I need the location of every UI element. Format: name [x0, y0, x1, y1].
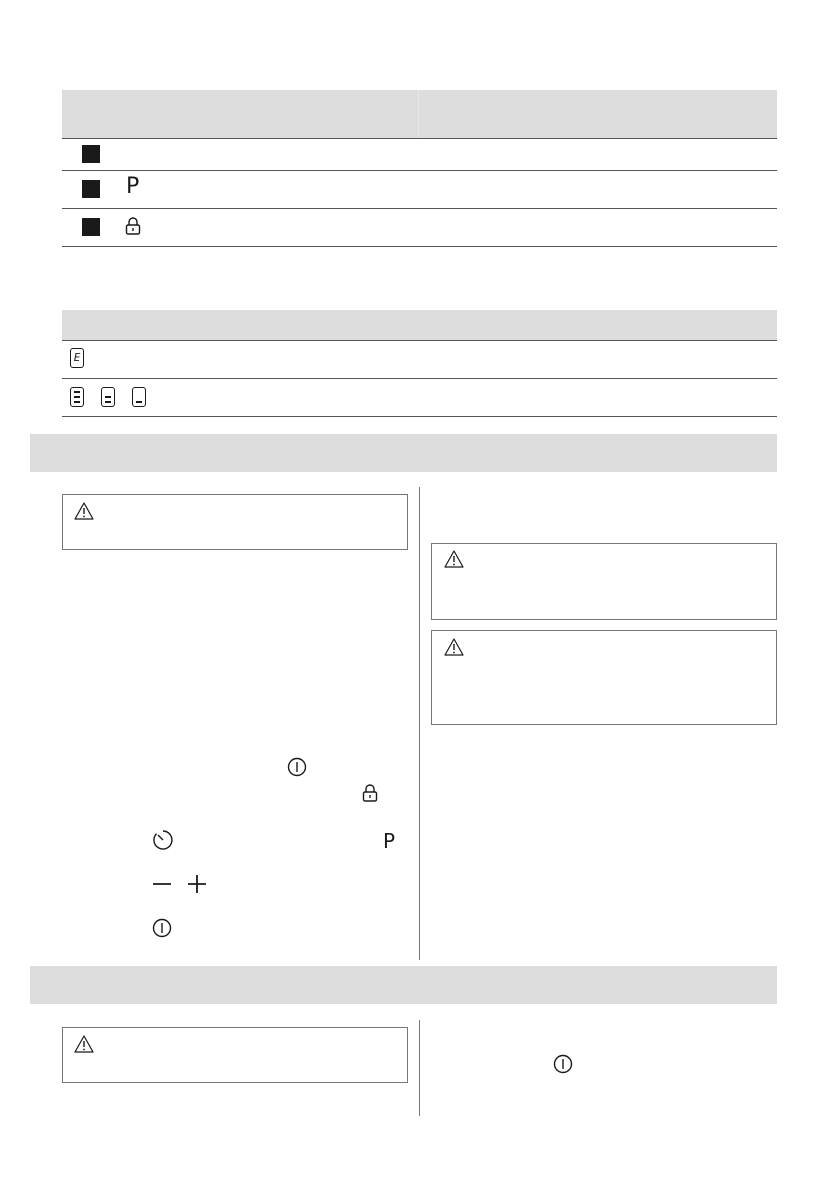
power-icon — [152, 918, 172, 938]
minus-icon — [151, 873, 173, 895]
table-2-rule — [62, 378, 777, 379]
table-2-header — [62, 310, 777, 340]
lock-icon — [362, 784, 378, 802]
warning-box — [62, 1027, 408, 1083]
table-1-rule — [62, 138, 777, 139]
table-1-header-divider — [418, 90, 419, 138]
plus-icon — [186, 873, 208, 895]
section-2-heading-band — [30, 966, 777, 1004]
p-symbol: P — [126, 174, 140, 199]
warning-box — [431, 630, 777, 725]
display-e-icon: E — [70, 348, 84, 368]
warning-box — [62, 494, 408, 550]
filled-square-icon — [82, 180, 100, 198]
display-three-level-icon — [70, 387, 84, 407]
table-2-rule — [62, 340, 777, 341]
section-1-column-divider — [419, 487, 420, 960]
table-2-rule — [62, 416, 777, 417]
table-1-rule — [62, 170, 777, 171]
warning-icon — [444, 550, 464, 568]
warning-icon — [444, 638, 464, 656]
table-1-header — [62, 90, 777, 138]
timer-icon — [152, 829, 174, 851]
section-1-heading-band — [30, 434, 777, 472]
section-2-column-divider — [419, 1020, 420, 1116]
lock-icon — [125, 217, 141, 235]
display-two-level-icon — [101, 387, 115, 407]
warning-icon — [74, 502, 94, 520]
table-1-rule — [62, 246, 777, 247]
table-1-rule — [62, 208, 777, 209]
filled-square-icon — [82, 218, 100, 236]
p-symbol: P — [383, 829, 396, 853]
display-one-level-icon — [132, 387, 146, 407]
power-icon — [553, 1054, 573, 1074]
warning-icon — [74, 1035, 94, 1053]
power-icon — [287, 757, 307, 777]
warning-box — [431, 543, 777, 620]
filled-square-icon — [82, 145, 100, 163]
